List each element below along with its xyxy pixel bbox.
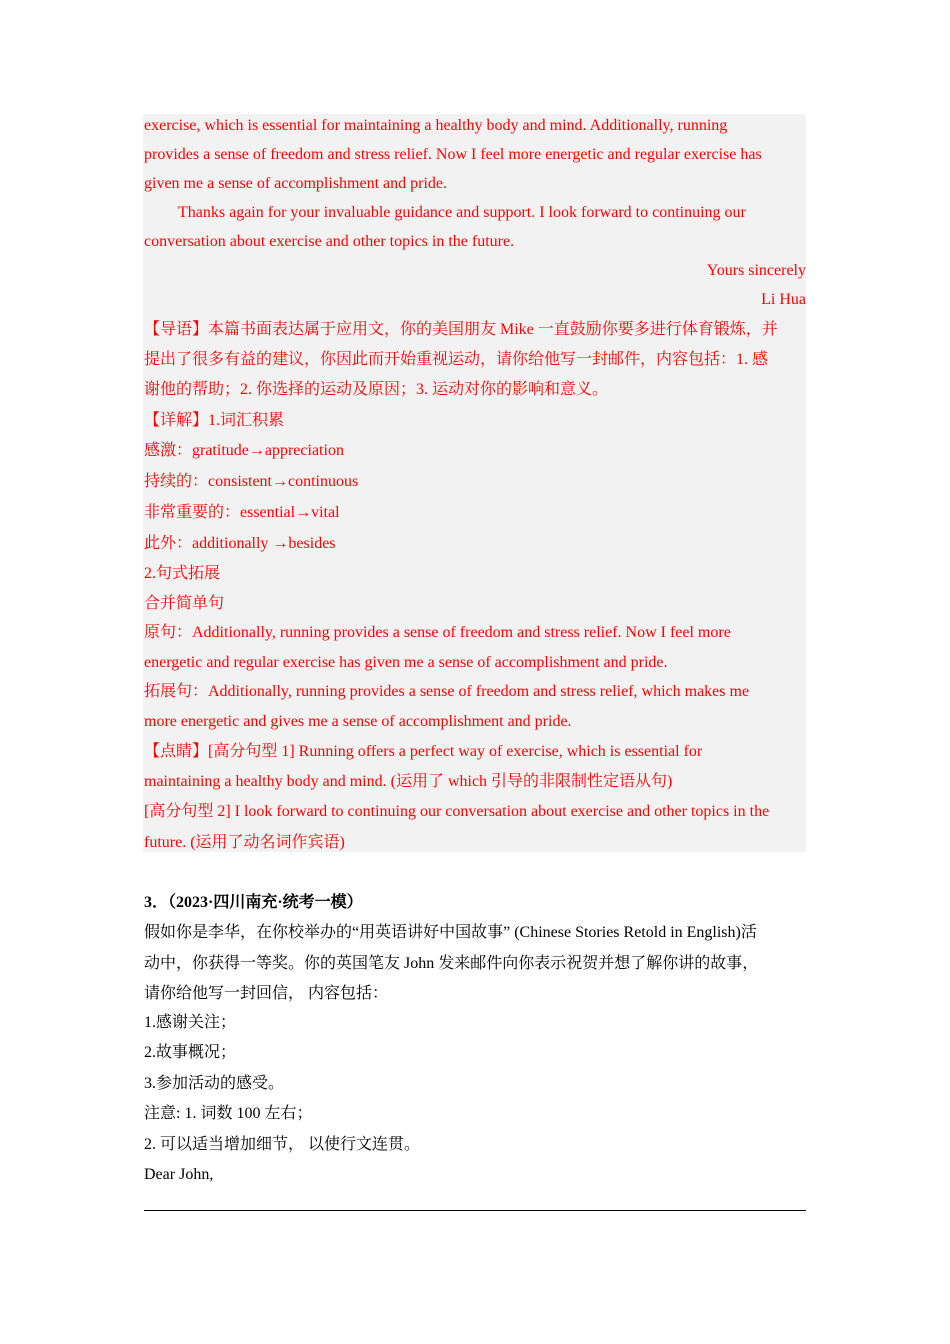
sentence-heading: 2.句式拓展 bbox=[144, 565, 221, 582]
expanded-sentence: more energetic and gives me a sense of accomplishment and pride. bbox=[144, 713, 572, 730]
original-sentence: 原句：Additionally, running provides a sense of freedom and stress relief. Now I feel more bbox=[144, 624, 731, 641]
letter-line: provides a sense of freedom and stress relief. Now I feel more energetic and regular exercise has bbox=[144, 146, 762, 163]
answer-blank-line bbox=[144, 1210, 806, 1211]
expanded-sentence: 拓展句：Additionally, running provides a sense of freedom and stress relief, which makes me bbox=[144, 683, 750, 700]
intro-line: 【导语】本篇书面表达属于应用文，你的美国朋友 Mike 一直鼓励你要多进行体育锻炼，并 bbox=[144, 321, 778, 338]
prompt-line: 假如你是李华，在你校举办的“用英语讲好中国故事” (Chinese Stories Retold in English)活 bbox=[144, 924, 757, 941]
detail-heading: 【详解】1.词汇积累 bbox=[144, 412, 285, 429]
salutation: Dear John, bbox=[144, 1166, 214, 1183]
letter-line: given me a sense of accomplishment and pride. bbox=[144, 175, 448, 192]
letter-closing: Yours sincerely bbox=[706, 262, 806, 279]
vocab-item: 此外：additionally →besides bbox=[144, 535, 336, 552]
highlight-line: 【点睛】[高分句型 1] Running offers a perfect way of exercise, which is essential for bbox=[144, 743, 703, 760]
original-sentence: energetic and regular exercise has given me a sense of accomplishment and pride. bbox=[144, 654, 668, 671]
highlight-line: [高分句型 2] I look forward to continuing our conversation about exercise and other topics in the bbox=[144, 803, 770, 820]
note-line: 2. 可以适当增加细节， 以使行文连贯。 bbox=[144, 1136, 421, 1153]
intro-line: 谢他的帮助；2. 你选择的运动及原因；3. 运动对你的影响和意义。 bbox=[144, 381, 609, 398]
prompt-line: 请你给他写一封回信， 内容包括： bbox=[144, 985, 389, 1002]
question-heading: 3．（2023·四川南充·统考一模） bbox=[144, 894, 363, 911]
vocab-item: 感激：gratitude→appreciation bbox=[144, 442, 344, 459]
intro-line: 提出了很多有益的建议，你因此而开始重视运动，请你给他写一封邮件，内容包括：1. 感 bbox=[144, 351, 769, 368]
highlight-line: maintaining a healthy body and mind. (运用了 which 引导的非限制性定语从句) bbox=[144, 773, 673, 790]
prompt-line: 动中，你获得一等奖。你的英国笔友 John 发来邮件向你表示祝贺并想了解你讲的故事， bbox=[144, 955, 759, 972]
highlight-line: future. (运用了动名词作宾语) bbox=[144, 834, 345, 851]
content-point: 2.故事概况； bbox=[144, 1044, 237, 1061]
letter-line: Thanks again for your invaluable guidance and support. I look forward to continuing our bbox=[178, 204, 746, 221]
letter-line: exercise, which is essential for maintaining a healthy body and mind. Additionally, running bbox=[144, 117, 728, 134]
letter-line: conversation about exercise and other topics in the future. bbox=[144, 233, 515, 250]
content-point: 3.参加活动的感受。 bbox=[144, 1075, 285, 1092]
letter-signature: Li Hua bbox=[761, 291, 806, 308]
vocab-item: 非常重要的：essential→vital bbox=[144, 504, 340, 521]
note-line: 注意: 1. 词数 100 左右； bbox=[144, 1105, 313, 1122]
vocab-item: 持续的：consistent→continuous bbox=[144, 473, 359, 490]
content-point: 1.感谢关注； bbox=[144, 1014, 237, 1031]
sentence-subheading: 合并简单句 bbox=[144, 595, 225, 612]
